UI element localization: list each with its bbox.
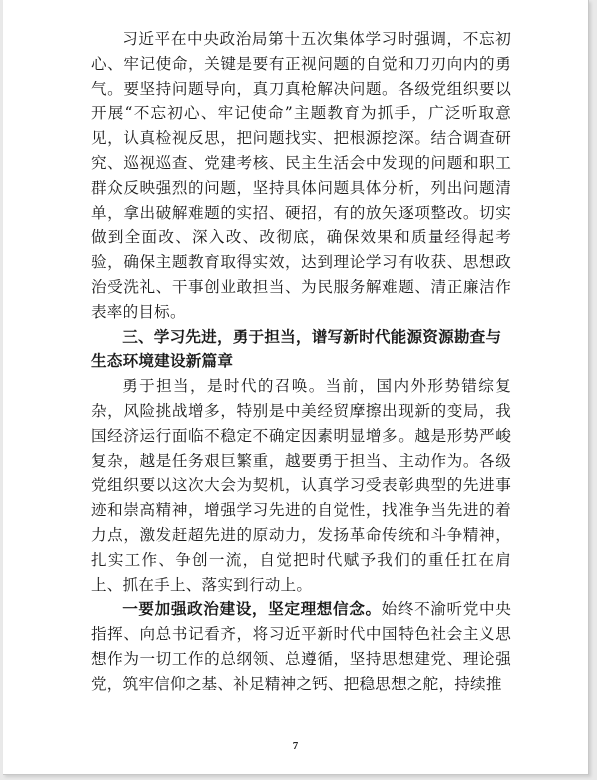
paragraph-body-text: 始终不渝听党中央指挥、向总书记看齐，将习近平新时代中国特色社会主义思想作为一切工作的总纲领、总遵循，坚持思想建党、理论强党，筑牢信仰之基、补足精神之钙、把稳思想之舵，持续推 bbox=[91, 600, 511, 693]
document-body bbox=[91, 27, 511, 697]
section-heading-three: 三、学习先进，勇于担当，谱写新时代能源资源勘查与生态环境建设新篇章 bbox=[91, 327, 502, 371]
paragraph-political-construction bbox=[91, 597, 511, 696]
document-page bbox=[3, 0, 589, 775]
paragraph-courage-to-take-responsibility: 勇于担当，是时代的召唤。当前，国内外形势错综复杂，风险挑战增多，特别是中美经贸摩擦出现新的变局，我国经济运行面临不稳定不确定因素明显增多。越是形势严峻复杂，越是任务艰巨繁重，越要勇于担当、主动作为。各级党组织要以这次大会为契机，认真学习受表彰典型的先进事迹和崇高精神，增强学习先进的自觉性，找准争当先进的着力点，激发赶超先进的原动力，发扬革命传统和斗争精神，扎实工作、争创一流，自觉把时代赋予我们的重任扛在肩上、抓在手上、落实到行动上。 bbox=[91, 377, 511, 594]
paragraph-lead-phrase: 一要加强政治建设，坚定理想信念。 bbox=[122, 600, 382, 619]
paragraph-problem-rectification: 习近平在中央政治局第十五次集体学习时强调，不忘初心、牢记使命，关键是要有正视问题的自觉和刀刃向内的勇气。要坚持问题导向，真刀真枪解决问题。各级党组织要以开展“不忘初心、牢记使命”主题教育为抓手，广泛听取意见，认真检视反思，把问题找实、把根源挖深。结合调查研究、巡视巡查、党建考核、民主生活会中发现的问题和职工群众反映强烈的问题，坚持具体问题具体分析，列出问题清单，拿出破解难题的实招、硬招，有的放矢逐项整改。切实做到全面改、深入改、改彻底，确保效果和质量经得起考验，确保主题教育取得实效，达到理论学习有收获、思想政治受洗礼、干事创业敢担当、为民服务解难题、清正廉洁作表率的目标。 bbox=[91, 30, 511, 321]
page-number: 7 bbox=[292, 740, 299, 752]
